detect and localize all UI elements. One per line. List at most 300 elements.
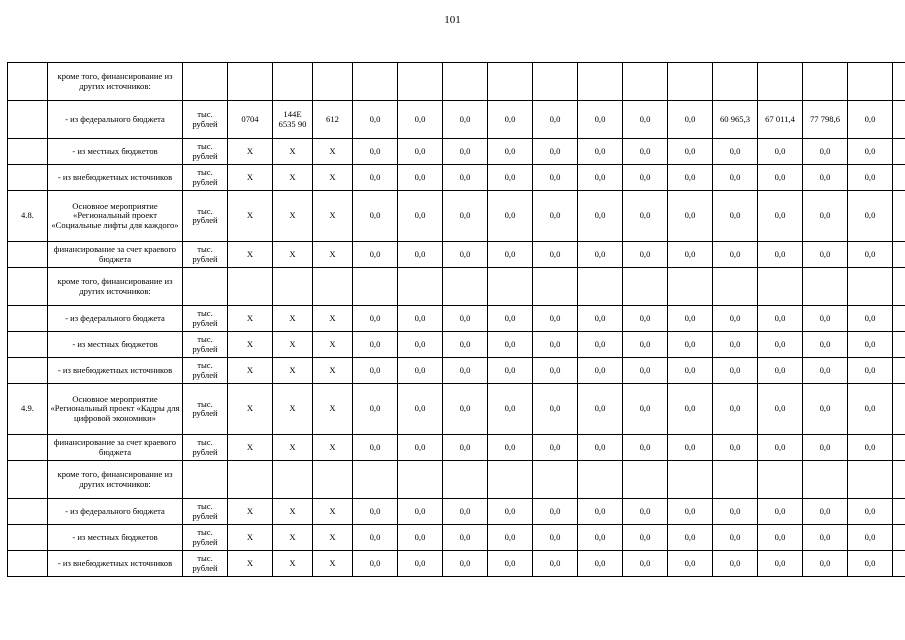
row-name-cell: кроме того, финансирование из других источников: (48, 63, 183, 101)
value-cell: 0,0 (353, 139, 398, 165)
value-cell: 0,0 (578, 242, 623, 268)
table-row (8, 358, 905, 384)
value-cell: 0,0 (848, 139, 893, 165)
row-name-cell: - из местных бюджетов (48, 332, 183, 358)
value-cell (803, 268, 848, 306)
value-cell: 0,0 (353, 551, 398, 577)
value-cell: 0,0 (488, 551, 533, 577)
value-cell: 77 798,6 (803, 101, 848, 139)
table-row (8, 551, 905, 577)
value-cell: 0,0 (848, 306, 893, 332)
value-cell: 0,0 (713, 306, 758, 332)
value-cell: 0,0 (398, 165, 443, 191)
row-name-cell: кроме того, финансирование из других источников: (48, 461, 183, 499)
value-cell (893, 306, 905, 332)
expense-type-cell: X (313, 242, 353, 268)
value-cell: 0,0 (623, 139, 668, 165)
row-number-cell (8, 165, 48, 191)
row-number-cell (8, 242, 48, 268)
row-number-cell (8, 139, 48, 165)
value-cell (713, 461, 758, 499)
value-cell: 0,0 (578, 101, 623, 139)
section-code-cell: X (228, 191, 273, 242)
row-number-cell (8, 525, 48, 551)
section-code-cell: X (228, 242, 273, 268)
value-cell: 0,0 (443, 499, 488, 525)
value-cell: 0,0 (623, 165, 668, 191)
value-cell (893, 242, 905, 268)
value-cell: 0,0 (533, 525, 578, 551)
value-cell: 67 011,4 (758, 101, 803, 139)
value-cell: 0,0 (533, 551, 578, 577)
target-code-cell: X (273, 384, 313, 435)
section-code-cell: X (228, 358, 273, 384)
table-body (8, 63, 905, 577)
value-cell: 0,0 (713, 139, 758, 165)
value-cell (578, 461, 623, 499)
row-name-cell: - из федерального бюджета (48, 306, 183, 332)
value-cell: 0,0 (443, 165, 488, 191)
value-cell: 0,0 (848, 101, 893, 139)
value-cell: 0,0 (803, 499, 848, 525)
value-cell: 0,0 (578, 551, 623, 577)
table-row (8, 165, 905, 191)
value-cell (398, 63, 443, 101)
value-cell: 0,0 (353, 499, 398, 525)
value-cell (893, 499, 905, 525)
value-cell (893, 384, 905, 435)
value-cell: 0,0 (668, 358, 713, 384)
section-code-cell (228, 63, 273, 101)
value-cell: 0,0 (668, 139, 713, 165)
value-cell: 0,0 (668, 499, 713, 525)
value-cell: 0,0 (578, 358, 623, 384)
value-cell (893, 551, 905, 577)
value-cell (758, 63, 803, 101)
table-row (8, 384, 905, 435)
row-number-cell (8, 306, 48, 332)
value-cell: 0,0 (668, 242, 713, 268)
value-cell: 0,0 (668, 525, 713, 551)
expense-type-cell: X (313, 332, 353, 358)
target-code-cell: X (273, 551, 313, 577)
value-cell (353, 268, 398, 306)
page-number: 101 (444, 14, 461, 26)
value-cell (533, 268, 578, 306)
target-code-cell: X (273, 191, 313, 242)
section-code-cell: X (228, 306, 273, 332)
target-code-cell: X (273, 499, 313, 525)
value-cell (533, 63, 578, 101)
value-cell: 0,0 (443, 139, 488, 165)
expense-type-cell: X (313, 306, 353, 332)
value-cell: 0,0 (398, 306, 443, 332)
value-cell (758, 268, 803, 306)
value-cell: 0,0 (848, 384, 893, 435)
section-code-cell: X (228, 499, 273, 525)
value-cell: 0,0 (668, 435, 713, 461)
value-cell: 0,0 (353, 525, 398, 551)
value-cell (893, 358, 905, 384)
value-cell (893, 268, 905, 306)
value-cell: 0,0 (488, 525, 533, 551)
value-cell: 0,0 (668, 384, 713, 435)
value-cell (848, 461, 893, 499)
value-cell: 0,0 (713, 332, 758, 358)
value-cell: 0,0 (803, 242, 848, 268)
value-cell: 0,0 (803, 435, 848, 461)
value-cell: 0,0 (533, 139, 578, 165)
target-code-cell: X (273, 435, 313, 461)
row-name-cell: - из внебюджетных источников (48, 358, 183, 384)
value-cell: 0,0 (488, 191, 533, 242)
row-name-cell: - из местных бюджетов (48, 525, 183, 551)
value-cell: 0,0 (488, 242, 533, 268)
value-cell: 0,0 (848, 191, 893, 242)
value-cell (848, 268, 893, 306)
value-cell: 0,0 (353, 332, 398, 358)
value-cell: 0,0 (353, 191, 398, 242)
unit-cell: тыс. рублей (183, 525, 228, 551)
row-name-cell: финансирование за счет краевого бюджета (48, 435, 183, 461)
value-cell: 0,0 (533, 191, 578, 242)
unit-cell: тыс. рублей (183, 165, 228, 191)
value-cell: 0,0 (758, 191, 803, 242)
value-cell: 0,0 (398, 332, 443, 358)
value-cell: 0,0 (713, 358, 758, 384)
value-cell: 0,0 (668, 332, 713, 358)
value-cell (578, 268, 623, 306)
value-cell: 0,0 (713, 551, 758, 577)
value-cell (893, 139, 905, 165)
value-cell: 0,0 (398, 435, 443, 461)
unit-cell (183, 461, 228, 499)
target-code-cell (273, 63, 313, 101)
value-cell: 0,0 (533, 101, 578, 139)
unit-cell: тыс. рублей (183, 242, 228, 268)
target-code-cell (273, 461, 313, 499)
table-row (8, 191, 905, 242)
row-number-cell (8, 499, 48, 525)
unit-cell: тыс. рублей (183, 384, 228, 435)
value-cell (623, 268, 668, 306)
value-cell: 0,0 (533, 358, 578, 384)
section-code-cell: X (228, 165, 273, 191)
value-cell: 0,0 (443, 358, 488, 384)
value-cell: 0,0 (488, 384, 533, 435)
section-code-cell (228, 461, 273, 499)
value-cell: 0,0 (443, 332, 488, 358)
table-row (8, 461, 905, 499)
value-cell: 0,0 (488, 332, 533, 358)
value-cell: 0,0 (533, 435, 578, 461)
value-cell: 0,0 (848, 242, 893, 268)
target-code-cell: X (273, 139, 313, 165)
value-cell: 0,0 (713, 435, 758, 461)
value-cell: 0,0 (488, 165, 533, 191)
row-number-cell (8, 358, 48, 384)
value-cell: 0,0 (758, 242, 803, 268)
value-cell: 0,0 (668, 306, 713, 332)
value-cell: 0,0 (353, 384, 398, 435)
value-cell: 0,0 (758, 525, 803, 551)
value-cell: 0,0 (623, 525, 668, 551)
value-cell: 0,0 (803, 384, 848, 435)
value-cell (893, 461, 905, 499)
value-cell: 0,0 (848, 165, 893, 191)
value-cell: 0,0 (443, 101, 488, 139)
value-cell: 0,0 (398, 191, 443, 242)
target-code-cell: X (273, 306, 313, 332)
value-cell: 0,0 (578, 165, 623, 191)
value-cell: 0,0 (443, 242, 488, 268)
expense-type-cell (313, 63, 353, 101)
value-cell: 0,0 (848, 551, 893, 577)
value-cell (713, 268, 758, 306)
row-number-cell (8, 461, 48, 499)
value-cell: 0,0 (803, 165, 848, 191)
section-code-cell: X (228, 384, 273, 435)
expense-type-cell: 612 (313, 101, 353, 139)
value-cell: 0,0 (398, 384, 443, 435)
value-cell: 0,0 (398, 525, 443, 551)
value-cell (893, 101, 905, 139)
value-cell: 0,0 (488, 101, 533, 139)
value-cell: 0,0 (758, 499, 803, 525)
expense-type-cell: X (313, 435, 353, 461)
value-cell: 0,0 (668, 551, 713, 577)
target-code-cell: 144E 6535 90 (273, 101, 313, 139)
value-cell (893, 525, 905, 551)
value-cell: 0,0 (578, 525, 623, 551)
value-cell: 0,0 (668, 101, 713, 139)
table-row (8, 525, 905, 551)
value-cell: 0,0 (353, 101, 398, 139)
value-cell: 0,0 (758, 306, 803, 332)
value-cell: 0,0 (533, 499, 578, 525)
value-cell (443, 268, 488, 306)
value-cell: 0,0 (848, 332, 893, 358)
expense-type-cell: X (313, 384, 353, 435)
row-name-cell: кроме того, финансирование из других источников: (48, 268, 183, 306)
row-name-cell: финансирование за счет краевого бюджета (48, 242, 183, 268)
table-row (8, 101, 905, 139)
value-cell: 0,0 (488, 435, 533, 461)
section-code-cell: X (228, 525, 273, 551)
value-cell (893, 191, 905, 242)
value-cell: 0,0 (713, 384, 758, 435)
value-cell (533, 461, 578, 499)
value-cell: 0,0 (443, 435, 488, 461)
table-row (8, 63, 905, 101)
value-cell: 0,0 (578, 332, 623, 358)
value-cell: 0,0 (713, 525, 758, 551)
value-cell (443, 63, 488, 101)
value-cell: 0,0 (803, 358, 848, 384)
value-cell: 0,0 (443, 525, 488, 551)
value-cell: 0,0 (623, 358, 668, 384)
value-cell: 0,0 (398, 499, 443, 525)
section-code-cell: X (228, 551, 273, 577)
value-cell (353, 63, 398, 101)
value-cell: 0,0 (713, 499, 758, 525)
value-cell: 0,0 (623, 551, 668, 577)
value-cell (623, 461, 668, 499)
value-cell: 0,0 (848, 358, 893, 384)
expense-type-cell: X (313, 191, 353, 242)
value-cell: 0,0 (623, 242, 668, 268)
value-cell: 0,0 (623, 191, 668, 242)
unit-cell: тыс. рублей (183, 358, 228, 384)
value-cell: 0,0 (713, 165, 758, 191)
value-cell: 0,0 (443, 551, 488, 577)
value-cell: 0,0 (533, 332, 578, 358)
unit-cell: тыс. рублей (183, 101, 228, 139)
expense-type-cell: X (313, 139, 353, 165)
unit-cell: тыс. рублей (183, 499, 228, 525)
value-cell: 0,0 (713, 191, 758, 242)
row-name-cell: - из местных бюджетов (48, 139, 183, 165)
value-cell: 0,0 (803, 332, 848, 358)
value-cell: 0,0 (848, 525, 893, 551)
section-code-cell: X (228, 435, 273, 461)
table-row (8, 499, 905, 525)
value-cell: 0,0 (848, 435, 893, 461)
expense-type-cell: X (313, 551, 353, 577)
expense-type-cell: X (313, 358, 353, 384)
table-row (8, 268, 905, 306)
value-cell: 0,0 (353, 435, 398, 461)
value-cell (488, 268, 533, 306)
row-number-cell: 4.8. (8, 191, 48, 242)
row-name-cell: - из федерального бюджета (48, 101, 183, 139)
row-number-cell: 4.9. (8, 384, 48, 435)
value-cell: 0,0 (443, 191, 488, 242)
value-cell (623, 63, 668, 101)
value-cell: 0,0 (398, 358, 443, 384)
row-number-cell (8, 63, 48, 101)
section-code-cell (228, 268, 273, 306)
value-cell: 0,0 (803, 551, 848, 577)
value-cell: 0,0 (623, 306, 668, 332)
row-number-cell (8, 551, 48, 577)
row-name-cell: - из внебюджетных источников (48, 165, 183, 191)
row-name-cell: Основное мероприятие «Региональный проект «Социальные лифты для каждого» (48, 191, 183, 242)
table-row (8, 435, 905, 461)
value-cell (443, 461, 488, 499)
value-cell: 0,0 (623, 101, 668, 139)
value-cell: 0,0 (353, 358, 398, 384)
target-code-cell: X (273, 165, 313, 191)
table-row (8, 139, 905, 165)
value-cell: 0,0 (758, 435, 803, 461)
unit-cell: тыс. рублей (183, 306, 228, 332)
unit-cell (183, 268, 228, 306)
row-number-cell (8, 101, 48, 139)
value-cell: 0,0 (668, 165, 713, 191)
value-cell: 0,0 (533, 384, 578, 435)
value-cell: 0,0 (848, 499, 893, 525)
value-cell: 0,0 (578, 384, 623, 435)
budget-table (7, 62, 905, 577)
unit-cell: тыс. рублей (183, 139, 228, 165)
value-cell: 0,0 (758, 332, 803, 358)
value-cell (803, 461, 848, 499)
value-cell (398, 461, 443, 499)
target-code-cell (273, 268, 313, 306)
row-number-cell (8, 268, 48, 306)
unit-cell (183, 63, 228, 101)
value-cell (488, 63, 533, 101)
value-cell: 0,0 (578, 435, 623, 461)
value-cell (893, 332, 905, 358)
row-number-cell (8, 332, 48, 358)
value-cell: 0,0 (803, 139, 848, 165)
value-cell: 0,0 (803, 306, 848, 332)
value-cell: 0,0 (623, 332, 668, 358)
value-cell: 0,0 (533, 306, 578, 332)
table-row (8, 306, 905, 332)
target-code-cell: X (273, 242, 313, 268)
value-cell: 0,0 (398, 139, 443, 165)
value-cell (668, 268, 713, 306)
value-cell: 0,0 (803, 525, 848, 551)
value-cell (488, 461, 533, 499)
row-name-cell: Основное мероприятие «Региональный проект «Кадры для цифровой экономики» (48, 384, 183, 435)
value-cell: 0,0 (353, 306, 398, 332)
table-row (8, 242, 905, 268)
value-cell: 0,0 (578, 499, 623, 525)
value-cell: 0,0 (533, 165, 578, 191)
value-cell: 0,0 (443, 384, 488, 435)
value-cell (893, 435, 905, 461)
value-cell: 0,0 (668, 191, 713, 242)
table-row (8, 332, 905, 358)
value-cell: 0,0 (578, 191, 623, 242)
value-cell: 0,0 (758, 551, 803, 577)
section-code-cell: 0704 (228, 101, 273, 139)
value-cell (398, 268, 443, 306)
expense-type-cell (313, 461, 353, 499)
value-cell: 0,0 (488, 358, 533, 384)
value-cell: 0,0 (533, 242, 578, 268)
value-cell: 0,0 (803, 191, 848, 242)
value-cell: 0,0 (623, 384, 668, 435)
value-cell: 0,0 (443, 306, 488, 332)
value-cell: 0,0 (758, 358, 803, 384)
value-cell: 0,0 (488, 139, 533, 165)
unit-cell: тыс. рублей (183, 332, 228, 358)
expense-type-cell: X (313, 499, 353, 525)
target-code-cell: X (273, 358, 313, 384)
expense-type-cell (313, 268, 353, 306)
value-cell: 0,0 (488, 499, 533, 525)
value-cell (578, 63, 623, 101)
expense-type-cell: X (313, 165, 353, 191)
value-cell: 0,0 (488, 306, 533, 332)
section-code-cell: X (228, 139, 273, 165)
value-cell: 0,0 (758, 139, 803, 165)
target-code-cell: X (273, 525, 313, 551)
value-cell: 0,0 (353, 165, 398, 191)
unit-cell: тыс. рублей (183, 551, 228, 577)
value-cell: 0,0 (623, 499, 668, 525)
value-cell: 0,0 (398, 101, 443, 139)
value-cell: 0,0 (713, 242, 758, 268)
expense-type-cell: X (313, 525, 353, 551)
section-code-cell: X (228, 332, 273, 358)
value-cell: 0,0 (578, 139, 623, 165)
